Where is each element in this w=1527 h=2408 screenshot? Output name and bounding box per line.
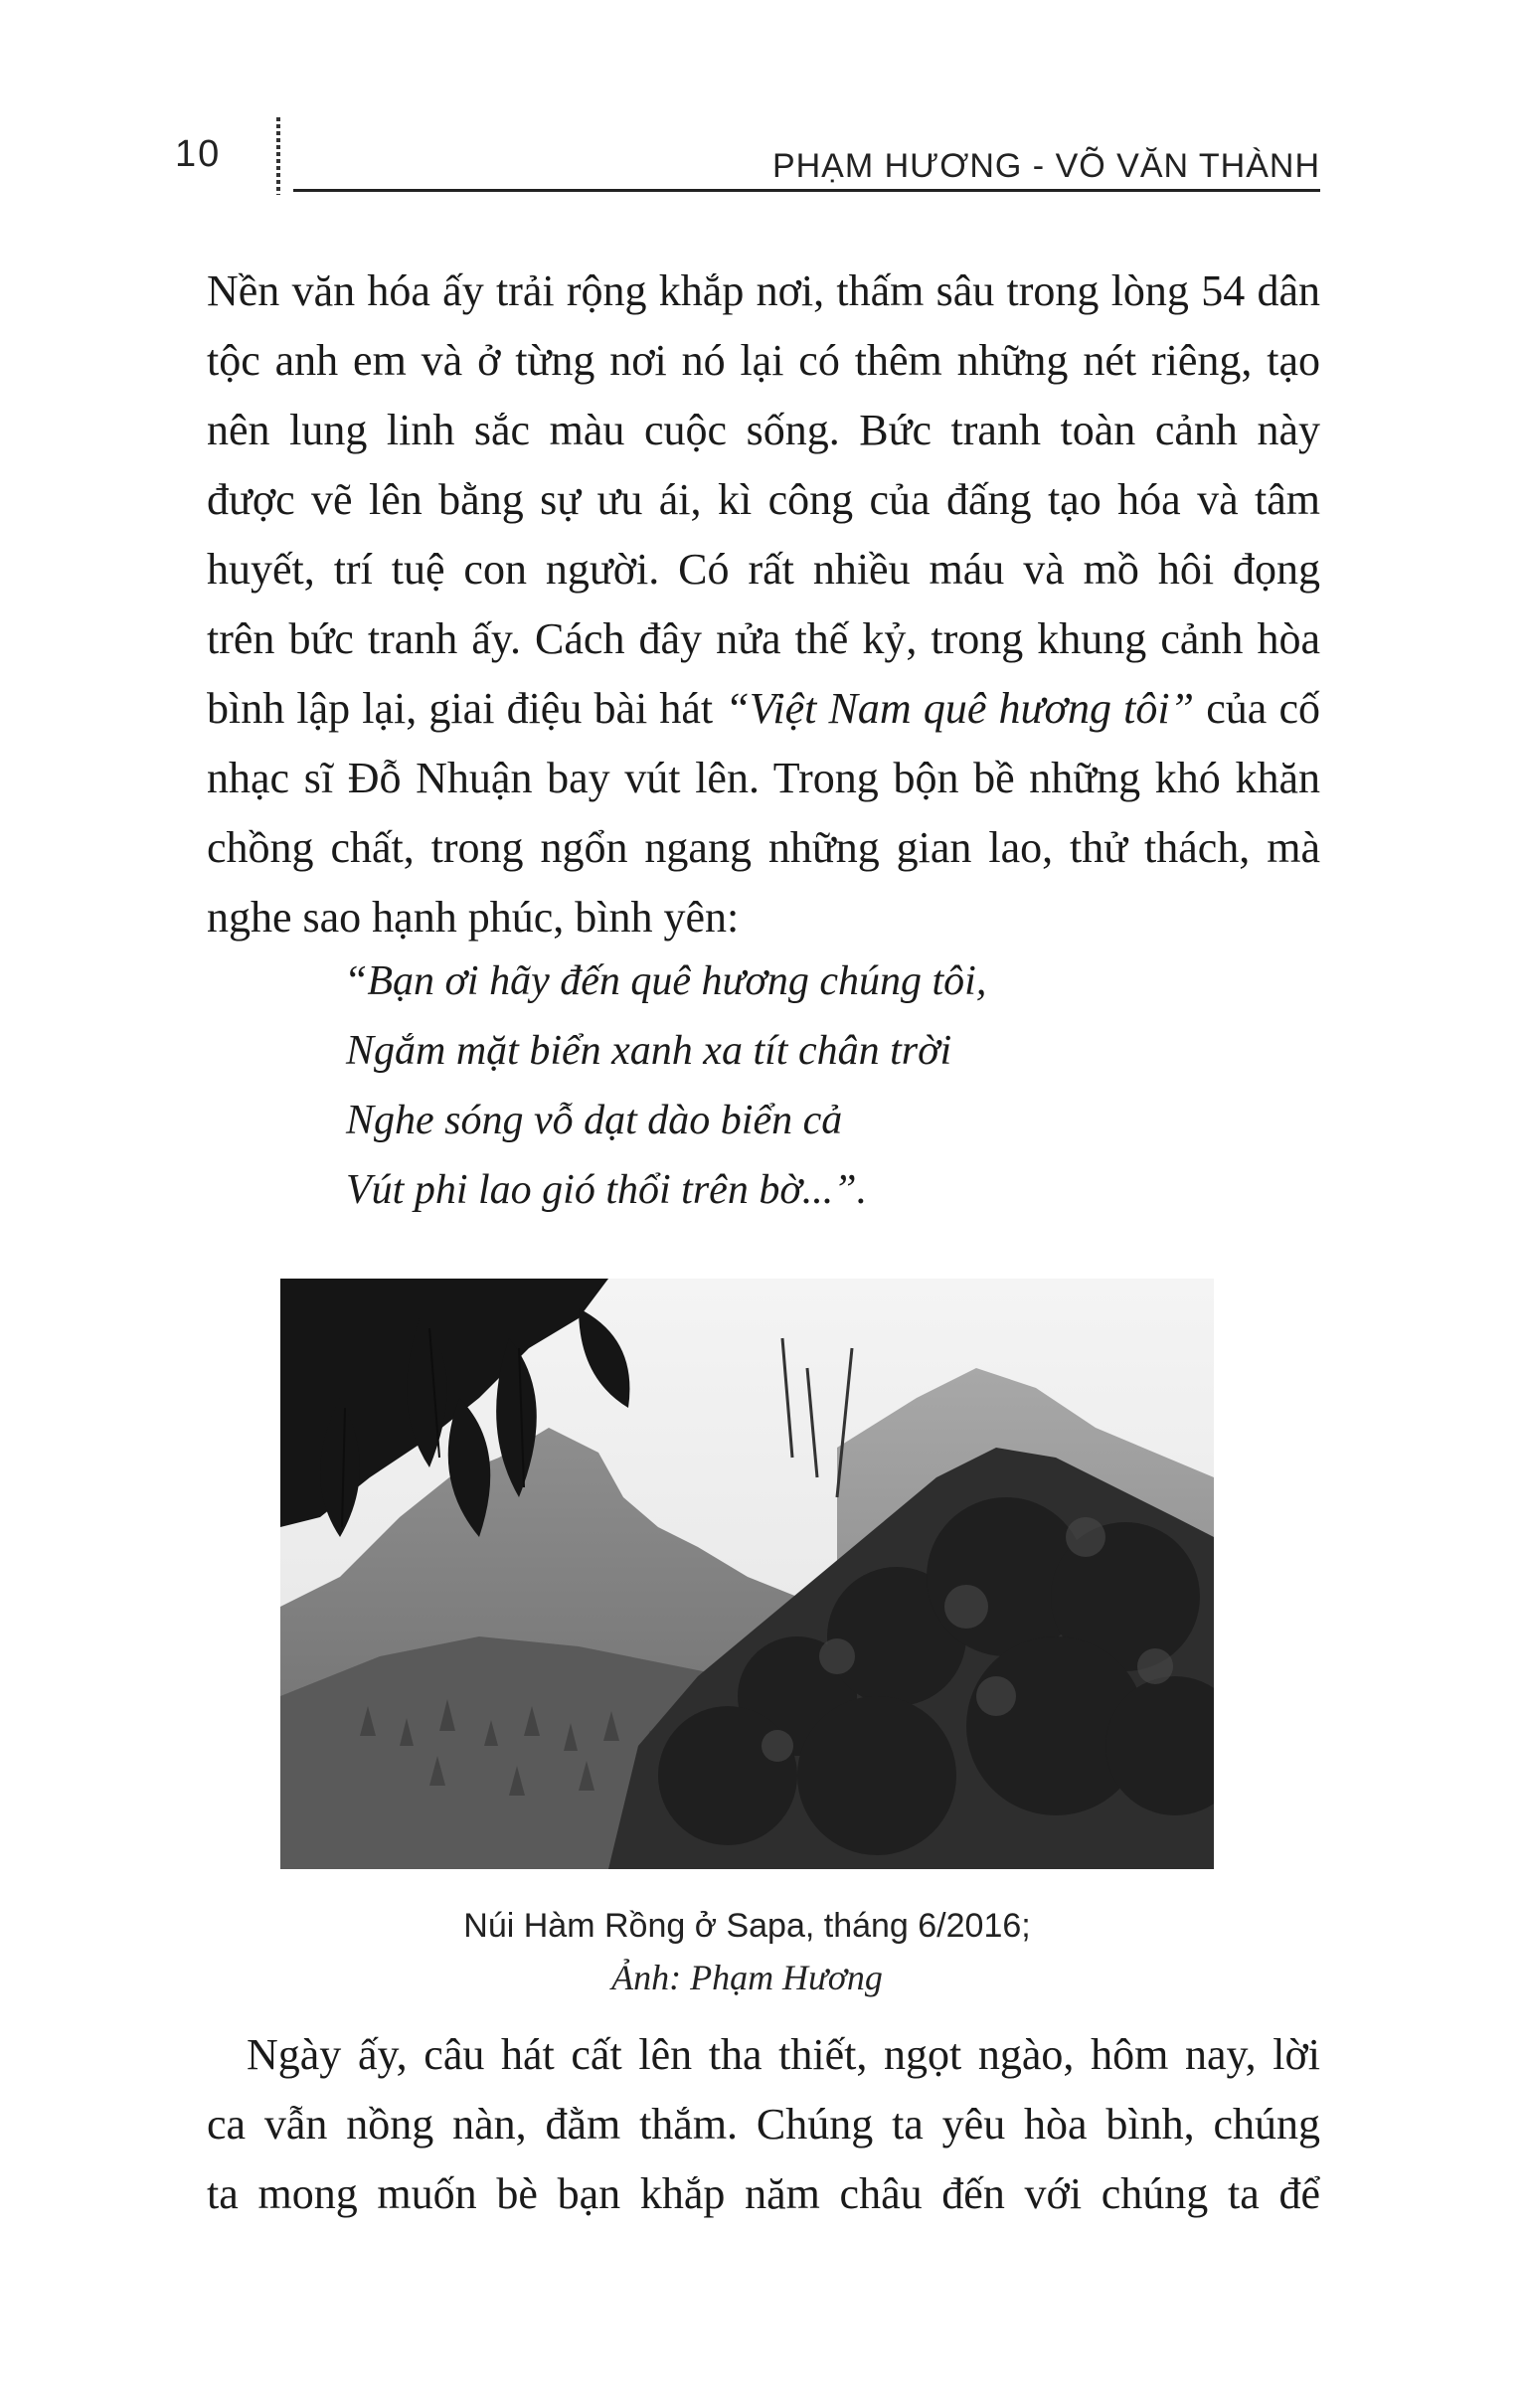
poem-line: Vút phi lao gió thổi trên bờ...”.: [346, 1167, 868, 1213]
paragraph-line: ca vẫn nồng nàn, đằm thắm. Chúng ta yêu hòa bình, chúng: [207, 2100, 1320, 2149]
paragraph-text: bình lập lại, giai điệu bài hát: [207, 684, 726, 733]
header-divider: [276, 117, 280, 195]
paragraph-line: nên lung linh sắc màu cuộc sống. Bức tranh toàn cảnh này: [207, 406, 1320, 454]
running-head: PHẠM HƯƠNG - VÕ VĂN THÀNH: [771, 147, 1320, 185]
paragraph-line: nhạc sĩ Đỗ Nhuận bay vút lên. Trong bộn bề những khó khăn: [207, 754, 1320, 802]
paragraph-line: huyết, trí tuệ con người. Có rất nhiều máu và mồ hôi đọng: [207, 545, 1320, 594]
paragraph-line: Nền văn hóa ấy trải rộng khắp nơi, thấm sâu trong lòng 54 dân: [207, 266, 1320, 315]
paragraph-line: ta mong muốn bè bạn khắp năm châu đến với chúng ta để: [207, 2169, 1320, 2218]
paragraph-line: [207, 674, 1320, 744]
paragraph-line: Ngày ấy, câu hát cất lên tha thiết, ngọt ngào, hôm nay, lời: [247, 2030, 1320, 2079]
poem-line: “Bạn ơi hãy đến quê hương chúng tôi,: [344, 958, 987, 1004]
paragraph-1: [207, 257, 1320, 952]
paragraph-2: [207, 2020, 1320, 2229]
photo-caption: Núi Hàm Rồng ở Sapa, tháng 6/2016;: [463, 1907, 1031, 1945]
song-title: “Việt Nam quê hương tôi”: [725, 684, 1195, 733]
poem-line: Ngắm mặt biển xanh xa tít chân trời: [346, 1028, 952, 1074]
page-number: 10: [175, 133, 222, 175]
paragraph-line: tộc anh em và ở từng nơi nó lại có thêm những nét riêng, tạo: [207, 336, 1320, 385]
paragraph-line: được vẽ lên bằng sự ưu ái, kì công của đấng tạo hóa và tâm: [207, 475, 1320, 524]
photo-credit: Ảnh: Phạm Hương: [611, 1958, 883, 1997]
poem-quote: [344, 946, 986, 1225]
header-rule: [293, 189, 1320, 192]
paragraph-line: nghe sao hạnh phúc, bình yên:: [207, 893, 740, 942]
paragraph-line: trên bức tranh ấy. Cách đây nửa thế kỷ, trong khung cảnh hòa: [207, 614, 1320, 663]
paragraph-line: chồng chất, trong ngổn ngang những gian lao, thử thách, mà: [207, 823, 1320, 872]
paragraph-text: của cố: [1194, 684, 1321, 733]
poem-line: Nghe sóng vỗ dạt dào biển cả: [346, 1098, 843, 1143]
mountain-photo: [280, 1279, 1214, 1869]
